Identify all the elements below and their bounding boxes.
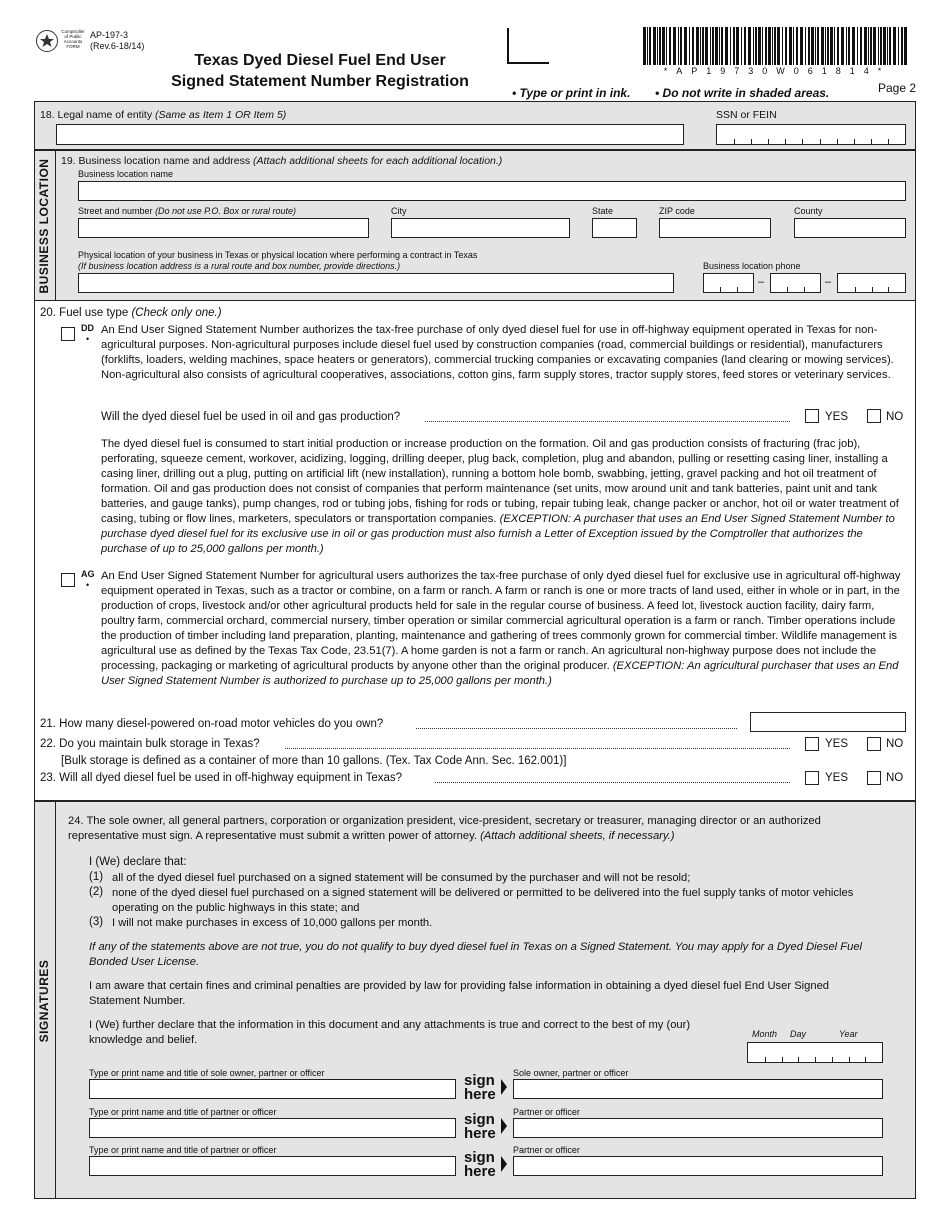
sign-word-3: sign — [464, 1149, 495, 1166]
barcode-bar — [692, 27, 694, 65]
barcode-bar — [774, 27, 776, 65]
barcode-bar — [772, 27, 773, 65]
comb-tick — [832, 1057, 833, 1062]
phone-prefix-input[interactable] — [770, 273, 821, 293]
comb-tick — [888, 287, 889, 292]
barcode-bar — [715, 27, 718, 65]
barcode-bar — [796, 27, 798, 65]
instruction-shaded: • Do not write in shaded areas. — [655, 86, 830, 100]
item18-label — [40, 109, 286, 121]
declaration-3: I will not make purchases in excess of 10,000 gallons per month. — [112, 917, 433, 929]
here-word-1: here — [464, 1086, 496, 1103]
barcode-bar — [753, 27, 754, 65]
instruction-ink: • Type or print in ink. — [512, 86, 631, 100]
barcode-bar — [830, 27, 833, 65]
barcode-bar — [768, 27, 771, 65]
comb-tick — [854, 139, 855, 144]
comb-tick — [820, 139, 821, 144]
barcode-bar — [744, 27, 746, 65]
item22-label: 22. Do you maintain bulk storage in Texas? — [40, 738, 260, 750]
barcode-bar — [868, 27, 869, 65]
oil-gas-text: The dyed diesel fuel is consumed to start initial production or increase production on the formation. Oil and gas production consists of fracturing (frac job), perforating, squeeze cement, workover, acidizing, logging, drilling deeper, plug back, completion, plug and abandon, pulling or resetting casing liner, installing a casing liner, drilling out a plug, putting on artificial lift (new installation), running a bottom hole bomb, swabbing, jetting, gravel packing and hot oil treatment of formation. Oil and gas production does not consist of companies that perform maintenance (set units, mow around unit and tank batteries, paint unit and tank batteries, and gauge tanks), pump changes, rod or tubing jobs, fishing for rods or tubing, repair tubing leak, change packer or anchor, hot oil or water treatment of casing, tubing or flow lines, marketers, speculators or transportation companies. — [101, 438, 899, 525]
barcode-bar — [673, 27, 676, 65]
ssn-fein-input[interactable] — [716, 124, 906, 145]
barcode-bar — [782, 27, 783, 65]
form-number: AP-197-3 — [90, 30, 129, 40]
phone-dash-1: – — [758, 276, 765, 288]
barcode-bar — [852, 27, 855, 65]
comb-tick — [815, 1057, 816, 1062]
zip-input[interactable] — [659, 218, 771, 238]
barcode-bar — [762, 27, 763, 65]
barcode-bar — [898, 27, 899, 65]
street-input[interactable] — [78, 218, 369, 238]
declaration-3-num: (3) — [89, 916, 104, 928]
name2-input[interactable] — [89, 1118, 456, 1138]
barcode-bar — [904, 27, 907, 65]
comb-tick — [737, 287, 738, 292]
oil-gas-yes-checkbox[interactable] — [805, 409, 819, 423]
barcode-bar — [864, 27, 867, 65]
vehicles-count-input[interactable] — [750, 712, 906, 732]
physical-location-note: (If business location address is a rural route and box number, provide directions.) — [78, 261, 401, 271]
declaration-2-num: (2) — [89, 886, 104, 898]
arrow-icon-3 — [501, 1156, 507, 1172]
barcode-bar — [712, 27, 714, 65]
legal-name-input[interactable] — [56, 124, 684, 145]
comb-tick — [872, 287, 873, 292]
item19-label-text: 19. Business location name and address — [61, 155, 251, 167]
barcode-bar — [793, 27, 794, 65]
bulk-storage-yes-label: YES — [825, 738, 849, 750]
ag-text: An End User Signed Statement Number for agricultural users authorizes the tax-free purchase of only dyed diesel fuel for exclusive use in agricultural off-highway equipment operated in Texas, such as a tractor or combine, on a farm or ranch. A farm or ranch is one or more tracts of land used, either in whole or in part, in the production of crops, livestock and/or other agricultural products held for sale in the regular course of business. A feed lot, livestock auction facility, dairy farm, poultry farm, commercial orchard, commercial nursery, timber operation or similar commercial agricultural operation is a farm or ranch. Timber operations include the production of timber including land preparation, planting, maintenance and gathering of trees commonly grown for commercial timber. Wildlife management is agricultural use as defined by the Texas Tax Code, 23.51(7). A home garden is not a farm or ranch. An agricultural non-highway purpose does not include the processing, packaging or marketing of agricultural products by anyone other than the original producer. — [101, 570, 901, 672]
name1-label: Type or print name and title of sole owner, partner or officer — [89, 1068, 325, 1078]
barcode-bar — [825, 27, 826, 65]
county-input[interactable] — [794, 218, 906, 238]
page-number: Page 2 — [878, 81, 917, 95]
barcode-bar — [758, 27, 761, 65]
barcode-bar — [755, 27, 757, 65]
declaration-2: none of the dyed diesel fuel purchased on a signed statement will be delivered or permitted to be delivered into the fuel supply tanks of motor vehicles operating on the public highways in this state; and — [112, 887, 854, 914]
comb-tick — [888, 139, 889, 144]
signatures-side-label: SIGNATURES — [37, 959, 51, 1043]
barcode-bar — [710, 27, 711, 65]
barcode-bar — [643, 27, 646, 65]
barcode-bar — [678, 27, 679, 65]
bulk-storage-no-checkbox[interactable] — [867, 737, 881, 751]
comb-tick — [849, 1057, 850, 1062]
item24-intro-note: (Attach additional sheets, if necessary.) — [480, 830, 675, 842]
comb-tick — [785, 139, 786, 144]
bulk-storage-yes-checkbox[interactable] — [805, 737, 819, 751]
comb-tick — [734, 139, 735, 144]
barcode-bar — [696, 27, 699, 65]
off-highway-yes-checkbox[interactable] — [805, 771, 819, 785]
item23-leader — [435, 773, 790, 783]
physical-location-input[interactable] — [78, 273, 674, 293]
county-label: County — [794, 206, 823, 216]
street-label-text: Street and number — [78, 206, 153, 216]
state-label: State — [592, 206, 614, 216]
signature-date-input[interactable] — [747, 1042, 883, 1063]
item22-note: [Bulk storage is defined as a container of more than 10 gallons. (Tex. Tax Code Ann. Sec. 162.001)] — [61, 755, 567, 767]
city-label: City — [391, 206, 407, 216]
barcode-bar — [700, 27, 701, 65]
barcode-bar — [889, 27, 891, 65]
dd-checkbox[interactable] — [61, 327, 75, 341]
month-label: Month — [752, 1029, 778, 1039]
item21-label: 21. How many diesel-powered on-road motor vehicles do you own? — [40, 718, 384, 730]
barcode-bar — [815, 27, 816, 65]
comb-tick — [798, 1057, 799, 1062]
barcode-bar — [730, 27, 731, 65]
signature2-input[interactable] — [513, 1118, 883, 1138]
barcode-bar — [659, 27, 661, 65]
further-declaration: I (We) further declare that the information in this document and any attachments is true and correct to the best of my (our) knowledge and belief. — [89, 1019, 691, 1046]
barcode-bar — [649, 27, 651, 65]
barcode-bar — [719, 27, 720, 65]
barcode — [643, 27, 911, 65]
business-name-input[interactable] — [78, 181, 906, 201]
zip-label: ZIP code — [659, 206, 695, 216]
oil-gas-leader — [425, 412, 790, 422]
barcode-bar — [870, 27, 872, 65]
ssn-label: SSN or FEIN — [716, 109, 777, 121]
seal-text: Comptroller of Public Accounts FORM — [61, 29, 85, 49]
barcode-bar — [901, 27, 903, 65]
here-word-3: here — [464, 1163, 496, 1180]
declare-heading: I (We) declare that: — [89, 856, 187, 868]
barcode-bar — [748, 27, 751, 65]
sig1-label: Sole owner, partner or officer — [513, 1068, 629, 1078]
name2-label: Type or print name and title of partner or officer — [89, 1107, 277, 1117]
comb-tick — [751, 139, 752, 144]
item24-intro — [68, 814, 868, 844]
comb-tick — [787, 287, 788, 292]
item23-label: 23. Will all dyed diesel fuel be used in off-highway equipment in Texas? — [40, 772, 403, 784]
form-title-line2: Signed Statement Number Registration — [171, 73, 469, 90]
comb-tick — [865, 1057, 866, 1062]
barcode-bar — [821, 27, 824, 65]
corner-mark — [507, 28, 549, 64]
barcode-bar — [808, 27, 810, 65]
barcode-bar — [777, 27, 780, 65]
barcode-bar — [765, 27, 767, 65]
comb-tick — [855, 287, 856, 292]
street-label — [78, 206, 296, 216]
physical-location-label: Physical location of your business in Texas or physical location where performing a contract in Texas — [78, 250, 478, 260]
barcode-bar — [848, 27, 850, 65]
comb-tick — [768, 139, 769, 144]
here-word-2: here — [464, 1125, 496, 1142]
phone-area-code-input[interactable] — [703, 273, 754, 293]
item19-note: (Attach additional sheets for each additional location.) — [253, 155, 503, 167]
day-label: Day — [790, 1029, 807, 1039]
comb-tick — [782, 1057, 783, 1062]
form-title-line1: Texas Dyed Diesel Fuel End User — [194, 52, 446, 69]
barcode-bar — [736, 27, 739, 65]
oil-gas-no-checkbox[interactable] — [867, 409, 881, 423]
star-icon — [37, 31, 57, 51]
comb-tick — [765, 1057, 766, 1062]
sign-word-1: sign — [464, 1072, 495, 1089]
sign-word-2: sign — [464, 1111, 495, 1128]
name1-input[interactable] — [89, 1079, 456, 1099]
barcode-bar — [827, 27, 829, 65]
barcode-bar — [880, 27, 882, 65]
sign-here-3 — [464, 1151, 496, 1179]
item18-note: (Same as Item 1 OR Item 5) — [155, 109, 287, 121]
barcode-bar — [725, 27, 728, 65]
bulk-storage-no-label: NO — [886, 738, 904, 750]
barcode-text: *AP19730W061814* — [663, 66, 891, 76]
oil-gas-no-label: NO — [886, 411, 904, 423]
state-input[interactable] — [592, 218, 637, 238]
barcode-bar — [702, 27, 704, 65]
barcode-bar — [860, 27, 862, 65]
sig2-label: Partner or officer — [513, 1107, 580, 1117]
barcode-bar — [741, 27, 742, 65]
barcode-bar — [893, 27, 896, 65]
sig3-label: Partner or officer — [513, 1145, 580, 1155]
barcode-bar — [887, 27, 888, 65]
barcode-bar — [684, 27, 687, 65]
comb-tick — [837, 139, 838, 144]
arrow-icon-1 — [501, 1079, 507, 1095]
barcode-bar — [647, 27, 648, 65]
barcode-bar — [705, 27, 708, 65]
oil-gas-description — [101, 437, 907, 557]
dd-description: An End User Signed Statement Number authorizes the tax-free purchase of only dyed diesel fuel for use in off-highway equipment operated in Texas for non-agricultural purposes. Non-agricultural purposes include diesel fuel used by construction companies (road, commercial buildings or residential), manufacturers (forklifts, loaders, welding machines, space heaters or generators), commercial trucking companies or excavating companies (land clearing or mowing services). Non-agricultural also consists of agricultural cooperatives, associations, cotton gins, farm supply stores, tractor supply stores, feed stores or veterinary services. — [101, 324, 894, 381]
oil-gas-exception: (EXCEPTION: A purchaser that uses an End User Signed Statement Number to purchase dyed diesel fuel for its exclusive use in oil or gas production must also furnish a Letter of Exception issued by the Comptroller that authorizes the purchase of up to 25,000 gallons per month.) — [101, 513, 895, 555]
off-highway-no-checkbox[interactable] — [867, 771, 881, 785]
off-highway-yes-label: YES — [825, 772, 849, 784]
declaration-1: all of the dyed diesel fuel purchased on a signed statement will be consumed by the purchaser and will not be resold; — [112, 872, 691, 884]
item20-label — [40, 307, 222, 319]
barcode-bar — [805, 27, 806, 65]
comb-tick — [871, 139, 872, 144]
item19-label — [61, 155, 502, 167]
ag-checkbox[interactable] — [61, 573, 75, 587]
comb-tick — [720, 287, 721, 292]
comb-tick — [802, 139, 803, 144]
dd-dot: • — [86, 334, 90, 344]
barcode-bar — [800, 27, 803, 65]
item24-intro-text: 24. The sole owner, all general partners, corporation or organization president, vice-president, secretary or treasurer, managing director or an authorized representative must sign. A representative must submit a written power of attorney. — [68, 815, 821, 842]
barcode-bar — [846, 27, 847, 65]
ag-dot: • — [86, 580, 90, 590]
signature3-input[interactable] — [513, 1156, 883, 1176]
barcode-bar — [817, 27, 819, 65]
instruction-ink-text: Type or print in ink. — [519, 86, 631, 100]
off-highway-no-label: NO — [886, 772, 904, 784]
oil-gas-question: Will the dyed diesel fuel be used in oil and gas production? — [101, 411, 401, 423]
form-revision: (Rev.6-18/14) — [90, 41, 145, 51]
barcode-bar — [669, 27, 671, 65]
name3-label: Type or print name and title of partner or officer — [89, 1145, 277, 1155]
penalty-statement: I am aware that certain fines and criminal penalties are provided by law for providing false information in obtaining a dyed diesel fuel End User Signed Statement Number. — [89, 980, 830, 1007]
dd-code: DD — [81, 323, 94, 333]
year-label: Year — [839, 1029, 858, 1039]
phone-line-input[interactable] — [837, 273, 906, 293]
barcode-bar — [657, 27, 658, 65]
barcode-bar — [841, 27, 844, 65]
comptroller-seal — [36, 30, 58, 52]
barcode-bar — [785, 27, 787, 65]
barcode-bar — [789, 27, 792, 65]
barcode-bar — [680, 27, 682, 65]
arrow-icon-2 — [501, 1118, 507, 1134]
instruction-shaded-text: Do not write in shaded areas. — [662, 86, 830, 100]
ag-code: AG — [81, 569, 95, 579]
city-input[interactable] — [391, 218, 570, 238]
item20-label-text: 20. Fuel use type — [40, 307, 129, 319]
sign-here-1 — [464, 1074, 496, 1102]
barcode-bar — [878, 27, 879, 65]
signature1-input[interactable] — [513, 1079, 883, 1099]
barcode-bar — [873, 27, 876, 65]
name3-input[interactable] — [89, 1156, 456, 1176]
barcode-bar — [837, 27, 839, 65]
barcode-bar — [733, 27, 735, 65]
item22-leader — [285, 739, 790, 749]
ag-description — [101, 569, 907, 689]
qualification-warning: If any of the statements above are not true, you do not qualify to buy dyed diesel fuel in Texas on a Signed Statement. You may apply for a Dyed Diesel Fuel Bonded User License. — [89, 941, 863, 968]
barcode-bar — [857, 27, 858, 65]
sign-here-2 — [464, 1113, 496, 1141]
barcode-bar — [662, 27, 665, 65]
barcode-bar — [834, 27, 835, 65]
comb-tick — [804, 287, 805, 292]
barcode-bar — [653, 27, 656, 65]
barcode-bar — [666, 27, 667, 65]
business-name-label: Business location name — [78, 169, 174, 179]
phone-dash-2: – — [825, 276, 832, 288]
item18-label-text: 18. Legal name of entity — [40, 109, 153, 121]
barcode-bar — [689, 27, 690, 65]
phone-label: Business location phone — [703, 261, 801, 271]
business-location-side-label: BUSINESS LOCATION — [37, 158, 51, 294]
barcode-bar — [721, 27, 723, 65]
street-note: (Do not use P.O. Box or rural route) — [155, 206, 296, 216]
barcode-bar — [811, 27, 814, 65]
oil-gas-yes-label: YES — [825, 411, 849, 423]
ag-exception: (EXCEPTION: An agricultural purchaser that uses an End User Signed Statement Number is authorized to purchase up to 25,000 gallons per month.) — [101, 660, 899, 687]
declaration-1-num: (1) — [89, 871, 104, 883]
item20-note: (Check only one.) — [131, 307, 222, 319]
barcode-bar — [883, 27, 886, 65]
item21-leader — [416, 719, 737, 729]
